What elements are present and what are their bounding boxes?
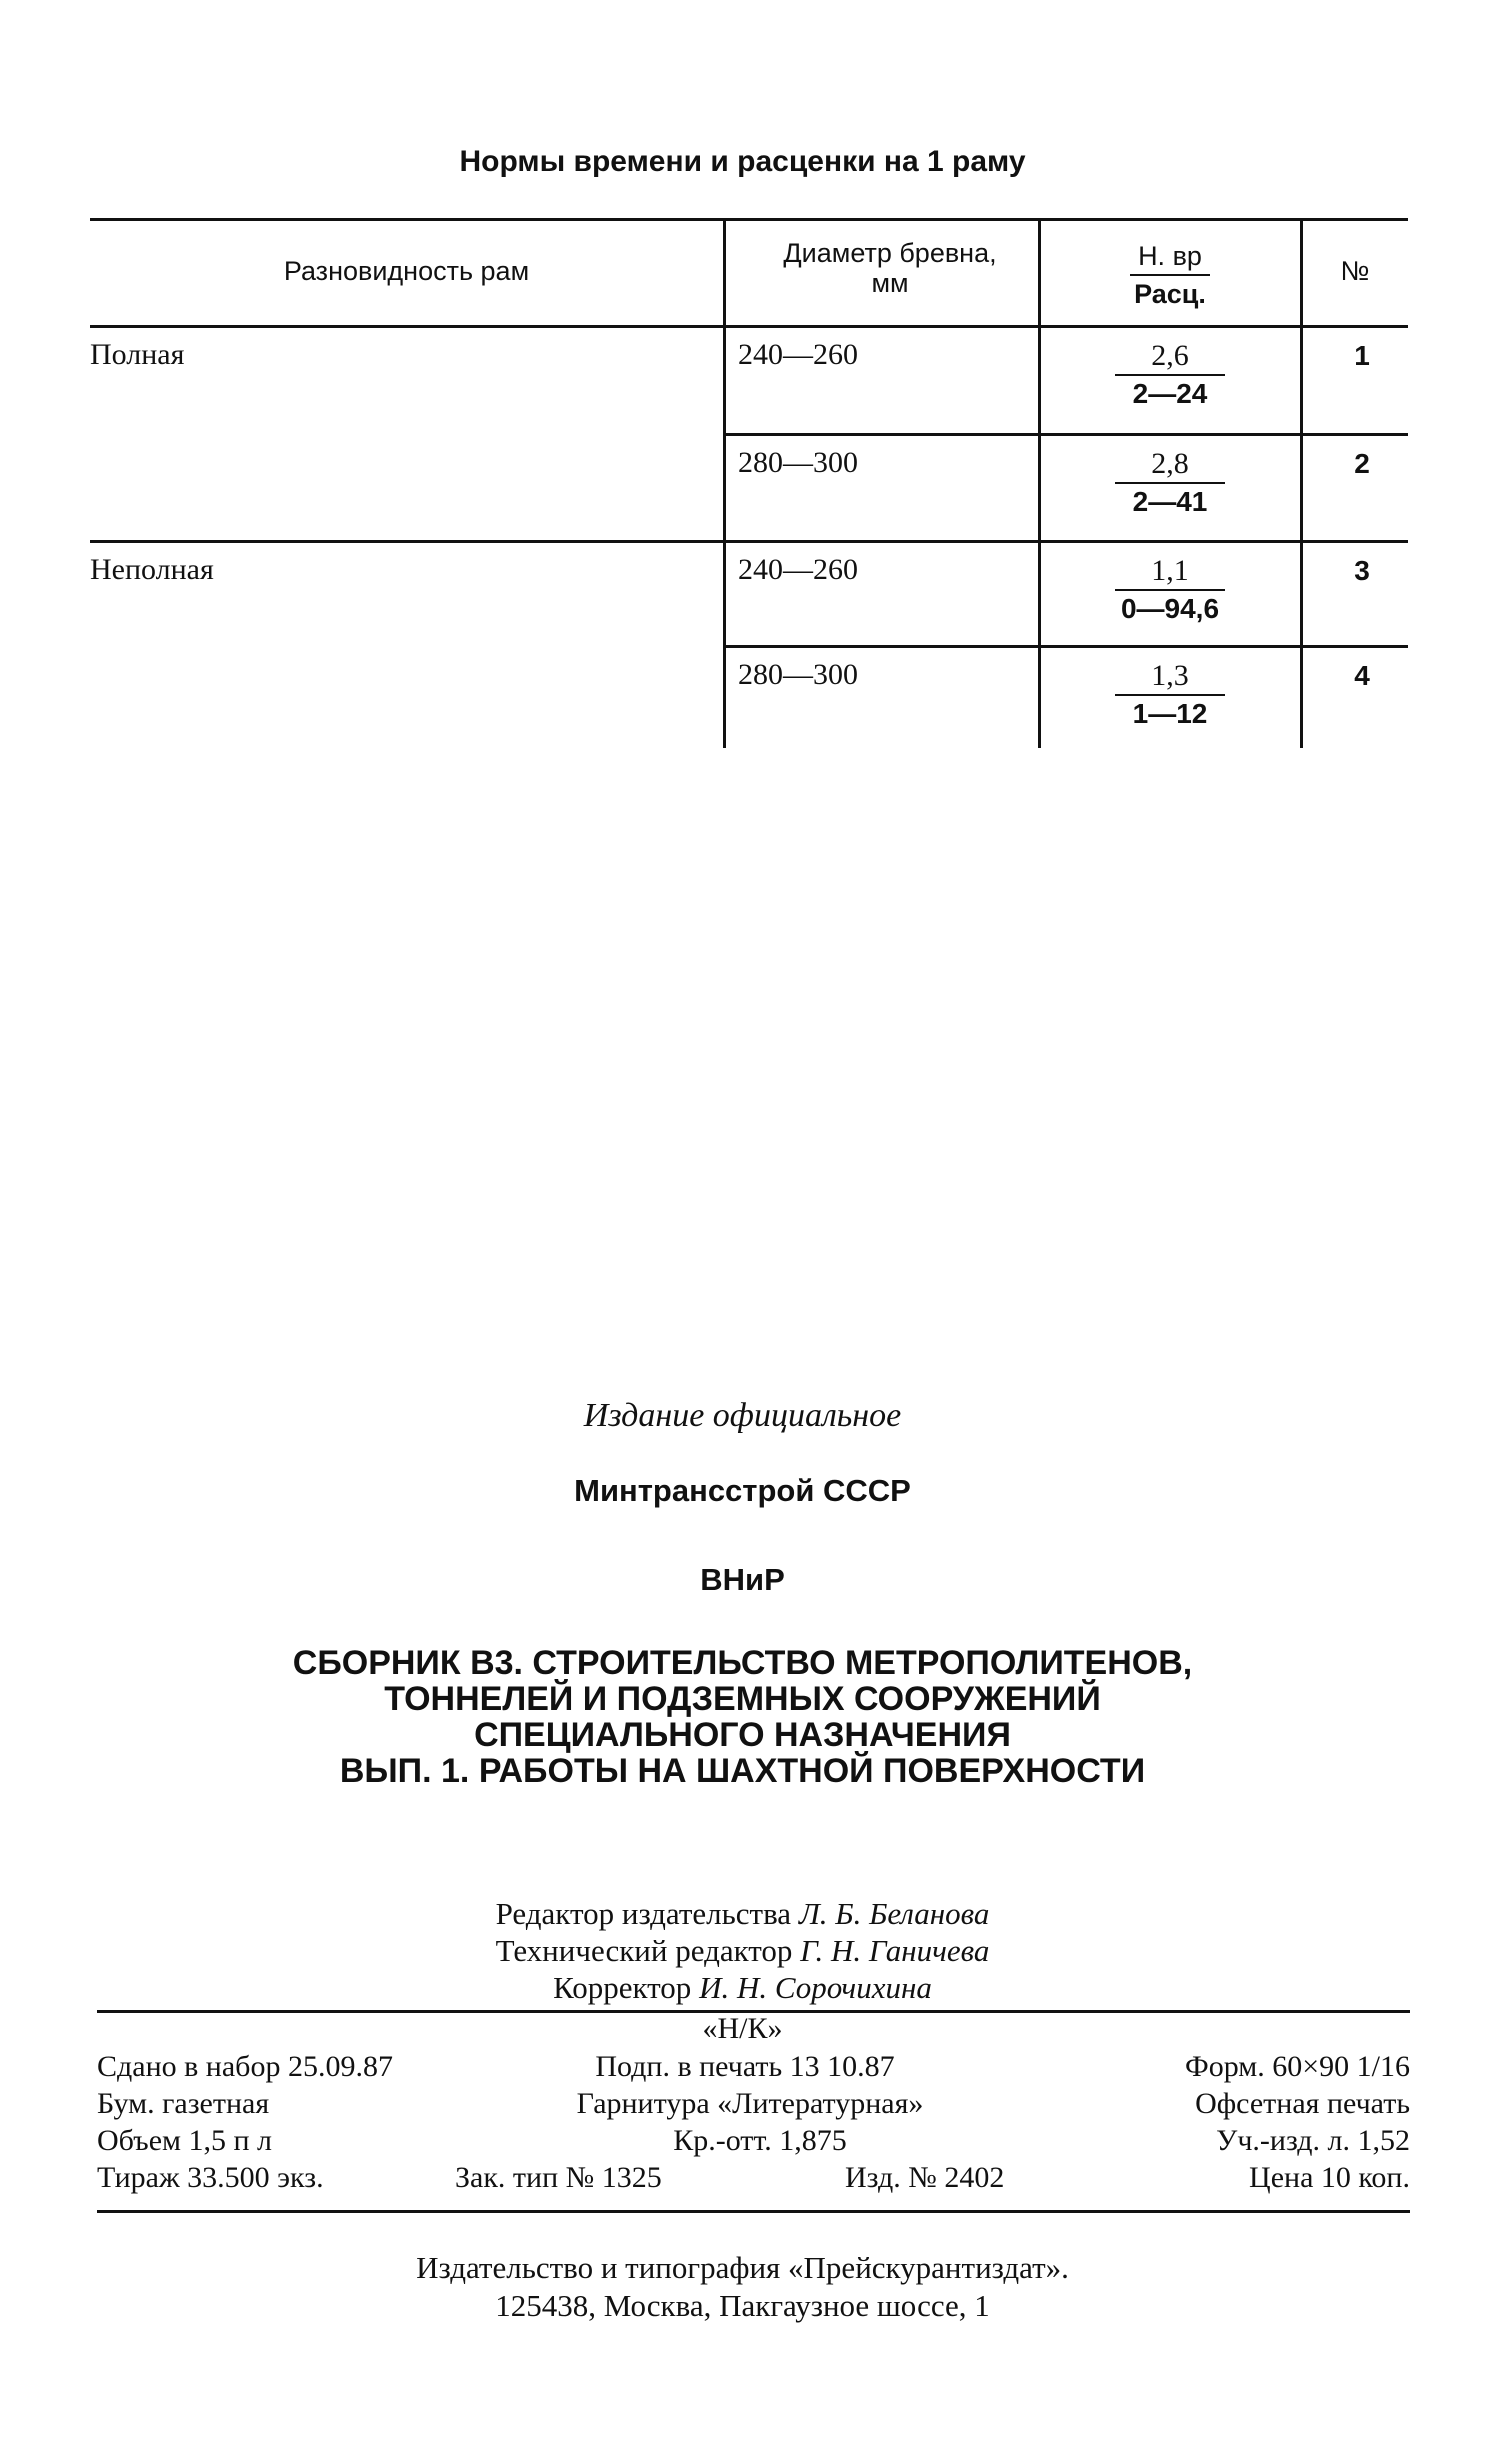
row-rule: [723, 645, 1408, 648]
typeface: Гарнитура «Литературная»: [576, 2087, 924, 2120]
row-norm-rate: [1080, 446, 1260, 520]
header-rate: Расц.: [1134, 279, 1206, 309]
press-name: Издательство и типография «Прейскурантиздат».: [416, 2250, 1069, 2285]
header-number: №: [1340, 256, 1370, 286]
row-type: Неполная: [90, 553, 214, 586]
title-line: СБОРНИК В3. СТРОИТЕЛЬСТВО МЕТРОПОЛИТЕНОВ,: [292, 1644, 1193, 1682]
proofreader-credit: [0, 1969, 1485, 2006]
header-diameter: Диаметр бревна, мм: [783, 238, 997, 298]
collection-title: [0, 1645, 1485, 1789]
row-norm: 1,1: [1151, 554, 1189, 587]
circulation: Тираж 33.500 экз.: [97, 2161, 324, 2194]
row-rate: 0—94,6: [1120, 593, 1220, 624]
title-line: СПЕЦИАЛЬНОГО НАЗНАЧЕНИЯ: [474, 1716, 1011, 1754]
order-number: Зак. тип № 1325: [455, 2161, 662, 2194]
norms-table: [90, 218, 1408, 748]
tech-editor-label: Технический редактор: [495, 1933, 793, 1968]
print-method: Офсетная печать: [1195, 2087, 1410, 2120]
imprint-code: «Н/К»: [702, 2012, 783, 2045]
edition-number: Изд. № 2402: [845, 2161, 1005, 2194]
row-norm-rate: [1080, 553, 1260, 627]
row-norm: 2,6: [1151, 339, 1189, 372]
row-diameter: 280—300: [738, 446, 858, 479]
table-header-rule: [90, 325, 1408, 328]
row-norm-rate: [1080, 658, 1260, 732]
row-number: 2: [1354, 448, 1370, 479]
header-norm-rate: [1080, 238, 1260, 312]
color-prints: Кр.-отт. 1,875: [673, 2124, 847, 2157]
edition-note: Издание официальное: [583, 1397, 902, 1434]
tech-editor-credit: [0, 1932, 1485, 1969]
table-top-rule: [90, 218, 1408, 221]
editor-name: Л. Б. Беланова: [798, 1896, 990, 1931]
paper: Бум. газетная: [97, 2087, 270, 2120]
header-norm: Н. вр: [1138, 241, 1202, 271]
signed-to-print: Подп. в печать 13 10.87: [595, 2050, 895, 2083]
row-number: 3: [1354, 555, 1370, 586]
format: Форм. 60×90 1/16: [1185, 2050, 1410, 2083]
header-type: Разновидность рам: [283, 256, 530, 286]
volume: Объем 1,5 п л: [97, 2124, 273, 2157]
row-type: Полная: [90, 338, 185, 371]
column-rule: [723, 218, 726, 748]
row-diameter: 280—300: [738, 658, 858, 691]
row-diameter: 240—260: [738, 553, 858, 586]
row-rate: 2—24: [1132, 378, 1208, 409]
title-line: ТОННЕЛЕЙ И ПОДЗЕМНЫХ СООРУЖЕНИЙ: [384, 1680, 1101, 1718]
row-number: 1: [1354, 340, 1370, 371]
row-rate: 1—12: [1132, 698, 1208, 729]
title-line: ВЫП. 1. РАБОТЫ НА ШАХТНОЙ ПОВЕРХНОСТИ: [339, 1752, 1146, 1790]
credits: [0, 1895, 1485, 2006]
row-norm: 1,3: [1151, 659, 1189, 692]
publ-sheets: Уч.-изд. л. 1,52: [1216, 2124, 1410, 2157]
press-address: 125438, Москва, Пакгаузное шоссе, 1: [495, 2288, 990, 2323]
row-number: 4: [1354, 660, 1370, 691]
row-rule: [90, 540, 1408, 543]
row-diameter: 240—260: [738, 338, 858, 371]
row-norm-rate: [1080, 338, 1260, 412]
proofreader-label: Корректор: [553, 1970, 692, 2005]
row-norm: 2,8: [1151, 447, 1189, 480]
price: Цена 10 коп.: [1249, 2161, 1410, 2194]
sent-to-set: Сдано в набор 25.09.87: [97, 2050, 393, 2083]
column-rule: [1038, 218, 1041, 748]
tech-editor-name: Г. Н. Ганичева: [800, 1933, 990, 1968]
proofreader-name: И. Н. Сорочихина: [699, 1970, 932, 2005]
series-code: ВНиР: [700, 1562, 785, 1597]
publisher: Минтрансстрой СССР: [574, 1473, 911, 1508]
divider: [97, 2210, 1410, 2213]
editor-label: Редактор издательства: [495, 1896, 792, 1931]
table-title: Нормы времени и расценки на 1 раму: [459, 145, 1026, 178]
editor-credit: [0, 1895, 1485, 1932]
row-rate: 2—41: [1132, 486, 1208, 517]
row-rule: [723, 433, 1408, 436]
